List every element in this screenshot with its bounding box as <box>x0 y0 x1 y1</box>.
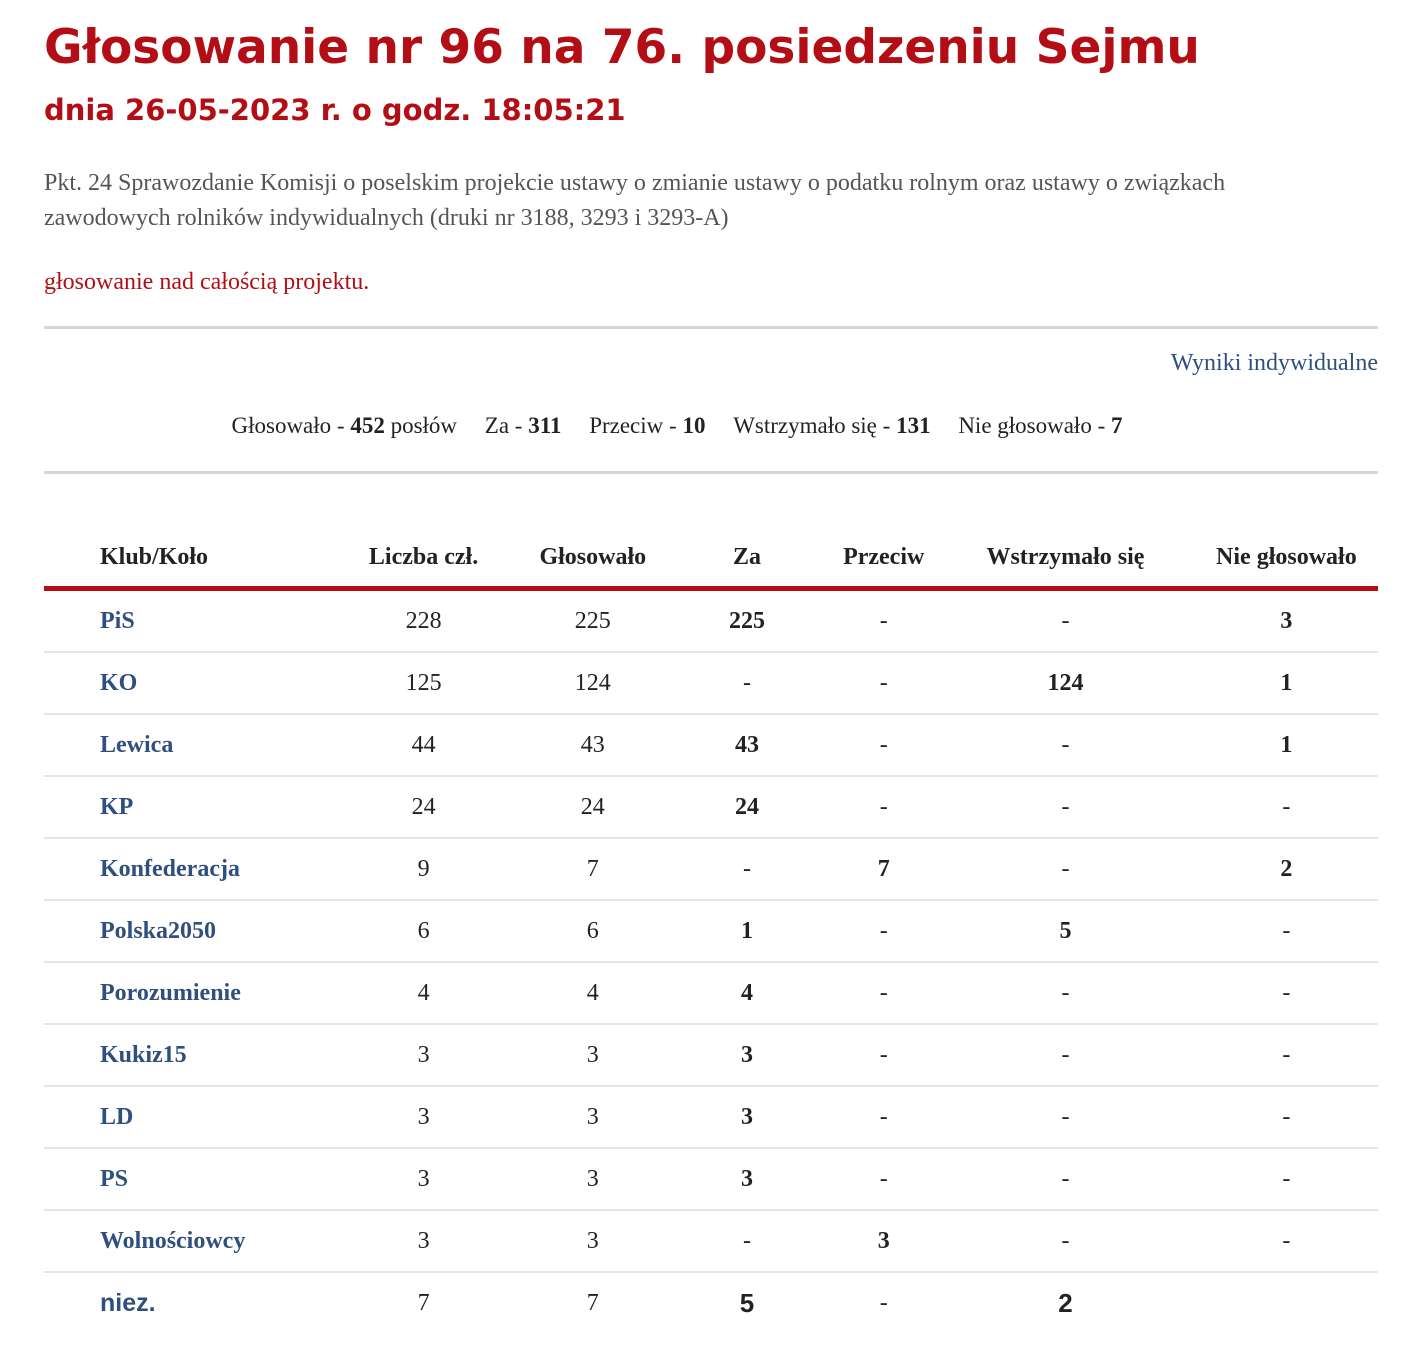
header-abstain: Wstrzymało się <box>936 528 1195 589</box>
for-count: - <box>663 838 832 900</box>
abstain-count: - <box>936 589 1195 653</box>
members-count: 6 <box>324 900 523 962</box>
absent-count: - <box>1195 900 1378 962</box>
header-club: Klub/Koło <box>44 528 324 589</box>
voted-count: 7 <box>523 838 663 900</box>
absent-count: - <box>1195 962 1378 1024</box>
voted-count: 24 <box>523 776 663 838</box>
page-title: Głosowanie nr 96 na 76. posiedzeniu Sejmu <box>44 20 1200 75</box>
for-count-link[interactable]: 5 <box>739 1287 755 1318</box>
vote-subject: głosowanie nad całością projektu. <box>44 269 370 295</box>
against-count-link[interactable]: 3 <box>831 1210 936 1272</box>
summary-against: Przeciw - 10 <box>589 413 706 438</box>
members-count: 3 <box>324 1086 523 1148</box>
vote-date-time: dnia 26-05-2023 r. o godz. 18:05:21 <box>44 93 626 127</box>
abstain-count: - <box>936 714 1195 776</box>
summary-for-value: 311 <box>528 413 562 438</box>
against-count: - <box>831 589 936 653</box>
abstain-count: - <box>936 1024 1195 1086</box>
for-count-link[interactable]: 225 <box>663 589 832 653</box>
summary-abstain: Wstrzymało się - 131 <box>733 413 931 438</box>
absent-count: - <box>1195 1148 1378 1210</box>
abstain-count: - <box>936 1148 1195 1210</box>
against-count: - <box>831 1086 936 1148</box>
members-count: 24 <box>324 776 523 838</box>
for-count-link[interactable]: 3 <box>663 1086 832 1148</box>
members-count: 125 <box>324 652 523 714</box>
members-count: 3 <box>324 1024 523 1086</box>
table-row <box>44 714 1378 776</box>
voted-count: 3 <box>523 1210 663 1272</box>
absent-count: - <box>1195 776 1378 838</box>
table-row <box>44 1024 1378 1086</box>
club-link[interactable]: LD <box>44 1086 324 1148</box>
for-count-link[interactable]: 43 <box>663 714 832 776</box>
abstain-count-link[interactable]: 2 <box>1058 1287 1073 1318</box>
club-link[interactable]: PS <box>44 1148 324 1210</box>
absent-count-link[interactable]: 1 <box>1195 714 1378 776</box>
summary-absent: Nie głosowało - 7 <box>958 413 1123 438</box>
against-count: - <box>831 1148 936 1210</box>
table-row <box>44 1148 1378 1210</box>
voted-count: 3 <box>523 1148 663 1210</box>
against-count-link[interactable]: 7 <box>831 838 936 900</box>
for-count-link[interactable]: 4 <box>663 962 832 1024</box>
table-row <box>44 962 1378 1024</box>
table-row <box>44 1210 1378 1272</box>
voted-count: 4 <box>523 962 663 1024</box>
against-count: - <box>831 900 936 962</box>
voted-count: 124 <box>523 652 663 714</box>
absent-count: - <box>1195 1024 1378 1086</box>
summary-abstain-value: 131 <box>896 413 931 438</box>
summary-absent-value: 7 <box>1110 413 1123 438</box>
for-count-link[interactable]: 3 <box>663 1024 832 1086</box>
for-count-link[interactable]: 3 <box>663 1148 832 1210</box>
table-row <box>44 652 1378 714</box>
absent-count: - <box>1195 1086 1378 1148</box>
table-row <box>44 1086 1378 1148</box>
members-count: 3 <box>324 1148 523 1210</box>
for-count-link[interactable]: 1 <box>663 900 832 962</box>
abstain-count-link[interactable]: 5 <box>936 900 1195 962</box>
club-link[interactable]: KO <box>44 652 324 714</box>
header-for: Za <box>663 528 832 589</box>
voted-count: 7 <box>586 1289 599 1316</box>
header-voted: Głosowało <box>523 528 663 589</box>
for-count-link[interactable]: 24 <box>663 776 832 838</box>
individual-results-link[interactable]: Wyniki indywidualne <box>1170 350 1378 376</box>
absent-count <box>1195 1272 1378 1333</box>
absent-count-link[interactable]: 1 <box>1195 652 1378 714</box>
against-count: - <box>831 1024 936 1086</box>
members-count: 7 <box>417 1289 430 1316</box>
absent-count-link[interactable]: 3 <box>1195 589 1378 653</box>
club-link[interactable]: Porozumienie <box>44 962 324 1024</box>
against-count: - <box>831 714 936 776</box>
club-results-table <box>44 528 1378 1333</box>
voted-count: 3 <box>523 1024 663 1086</box>
club-link[interactable]: PiS <box>44 589 324 653</box>
club-link[interactable]: Lewica <box>44 714 324 776</box>
header-members: Liczba czł. <box>324 528 523 589</box>
table-row <box>44 900 1378 962</box>
against-count: - <box>831 962 936 1024</box>
club-link[interactable]: Kukiz15 <box>44 1024 324 1086</box>
divider-top <box>44 326 1378 329</box>
table-row <box>44 776 1378 838</box>
members-count: 9 <box>324 838 523 900</box>
abstain-count: - <box>936 838 1195 900</box>
agenda-item-description: Pkt. 24 Sprawozdanie Komisji o poselskim projekcie ustawy o zmianie ustawy o podatku rolnym oraz ustawy o związkach zawodowych rolników indywidualnych (druki nr 3188, 3293 i 3293-A) <box>44 170 1226 231</box>
table-row <box>44 1272 1378 1333</box>
summary-for: Za - 311 <box>484 413 562 438</box>
members-count: 3 <box>324 1210 523 1272</box>
club-link[interactable]: niez. <box>100 1288 156 1317</box>
voted-count: 225 <box>523 589 663 653</box>
members-count: 228 <box>324 589 523 653</box>
abstain-count: - <box>936 1086 1195 1148</box>
for-count: - <box>663 652 832 714</box>
summary-voted-value: 452 <box>350 413 385 438</box>
header-absent: Nie głosowało <box>1195 528 1378 589</box>
vote-summary <box>44 409 1310 443</box>
members-count: 4 <box>324 962 523 1024</box>
absent-count-link[interactable]: 2 <box>1195 838 1378 900</box>
club-link[interactable]: Wolnościowcy <box>44 1210 324 1272</box>
voted-count: 43 <box>523 714 663 776</box>
table-row <box>44 589 1378 653</box>
absent-count: - <box>1195 1210 1378 1272</box>
table-header-row <box>44 528 1378 589</box>
abstain-count: - <box>936 776 1195 838</box>
abstain-count: - <box>936 962 1195 1024</box>
divider-bottom <box>44 471 1378 474</box>
members-count: 44 <box>324 714 523 776</box>
against-count: - <box>831 652 936 714</box>
summary-against-value: 10 <box>682 413 706 438</box>
table-row <box>44 838 1378 900</box>
against-count: - <box>879 1289 888 1316</box>
abstain-count-link[interactable]: 124 <box>936 652 1195 714</box>
summary-voted: Głosowało - 452 posłów <box>231 413 458 438</box>
abstain-count: - <box>936 1210 1195 1272</box>
club-link[interactable]: KP <box>44 776 324 838</box>
against-count: - <box>831 776 936 838</box>
header-against: Przeciw <box>831 528 936 589</box>
voted-count: 3 <box>523 1086 663 1148</box>
club-link[interactable]: Konfederacja <box>44 838 324 900</box>
for-count: - <box>663 1210 832 1272</box>
voted-count: 6 <box>523 900 663 962</box>
club-link[interactable]: Polska2050 <box>44 900 324 962</box>
